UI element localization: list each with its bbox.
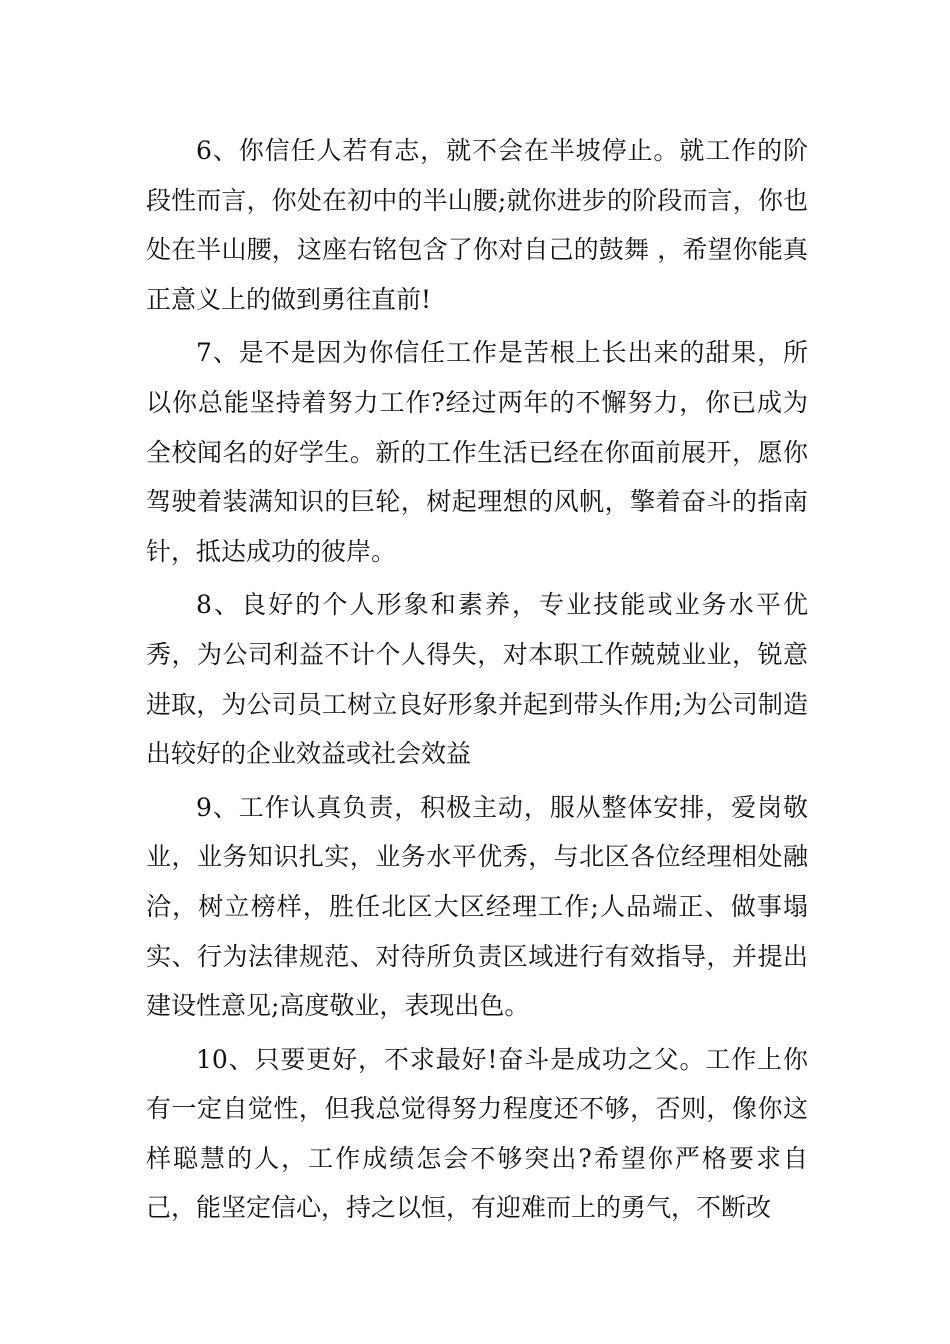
paragraph-9: 9、工作认真负责，积极主动，服从整体安排，爱岗敬业，业务知识扎实，业务水平优秀，与北区各位经理相处融洽，树立榜样，胜任北区大区经理工作;人品端正、做事塌实、行为法律规范、对待所负责区域进行有效指导，并提出建设性意见;高度敬业，表现出色。 bbox=[146, 792, 808, 1021]
paragraph-8: 8、良好的个人形象和素养，专业技能或业务水平优秀，为公司利益不计个人得失，对本职工作兢兢业业，锐意进取，为公司员工树立良好形象并起到带头作用;为公司制造出较好的企业效益或社会效益 bbox=[146, 590, 808, 769]
paragraph-10: 10、只要更好，不求最好!奋斗是成功之父。工作上你有一定自觉性，但我总觉得努力程度还不够，否则，像你这样聪慧的人，工作成绩怎会不够突出?希望你严格要求自己，能坚定信心，持之以恒，有迎难而上的勇气，不断改 bbox=[146, 1044, 808, 1223]
paragraph-7: 7、是不是因为你信任工作是苦根上长出来的甜果，所以你总能坚持着努力工作?经过两年的不懈努力，你已成为全校闻名的好学生。新的工作生活已经在你面前展开，愿你驾驶着装满知识的巨轮，树起理想的风帆，擎着奋斗的指南针，抵达成功的彼岸。 bbox=[146, 338, 808, 566]
document-body bbox=[146, 126, 808, 1237]
paragraph-6: 6、你信任人若有志，就不会在半坡停止。就工作的阶段性而言，你处在初中的半山腰;就你进步的阶段而言，你也处在半山腰，这座右铭包含了你对自己的鼓舞 ，希望你能真正意义上的做到勇往直前! bbox=[146, 136, 808, 314]
